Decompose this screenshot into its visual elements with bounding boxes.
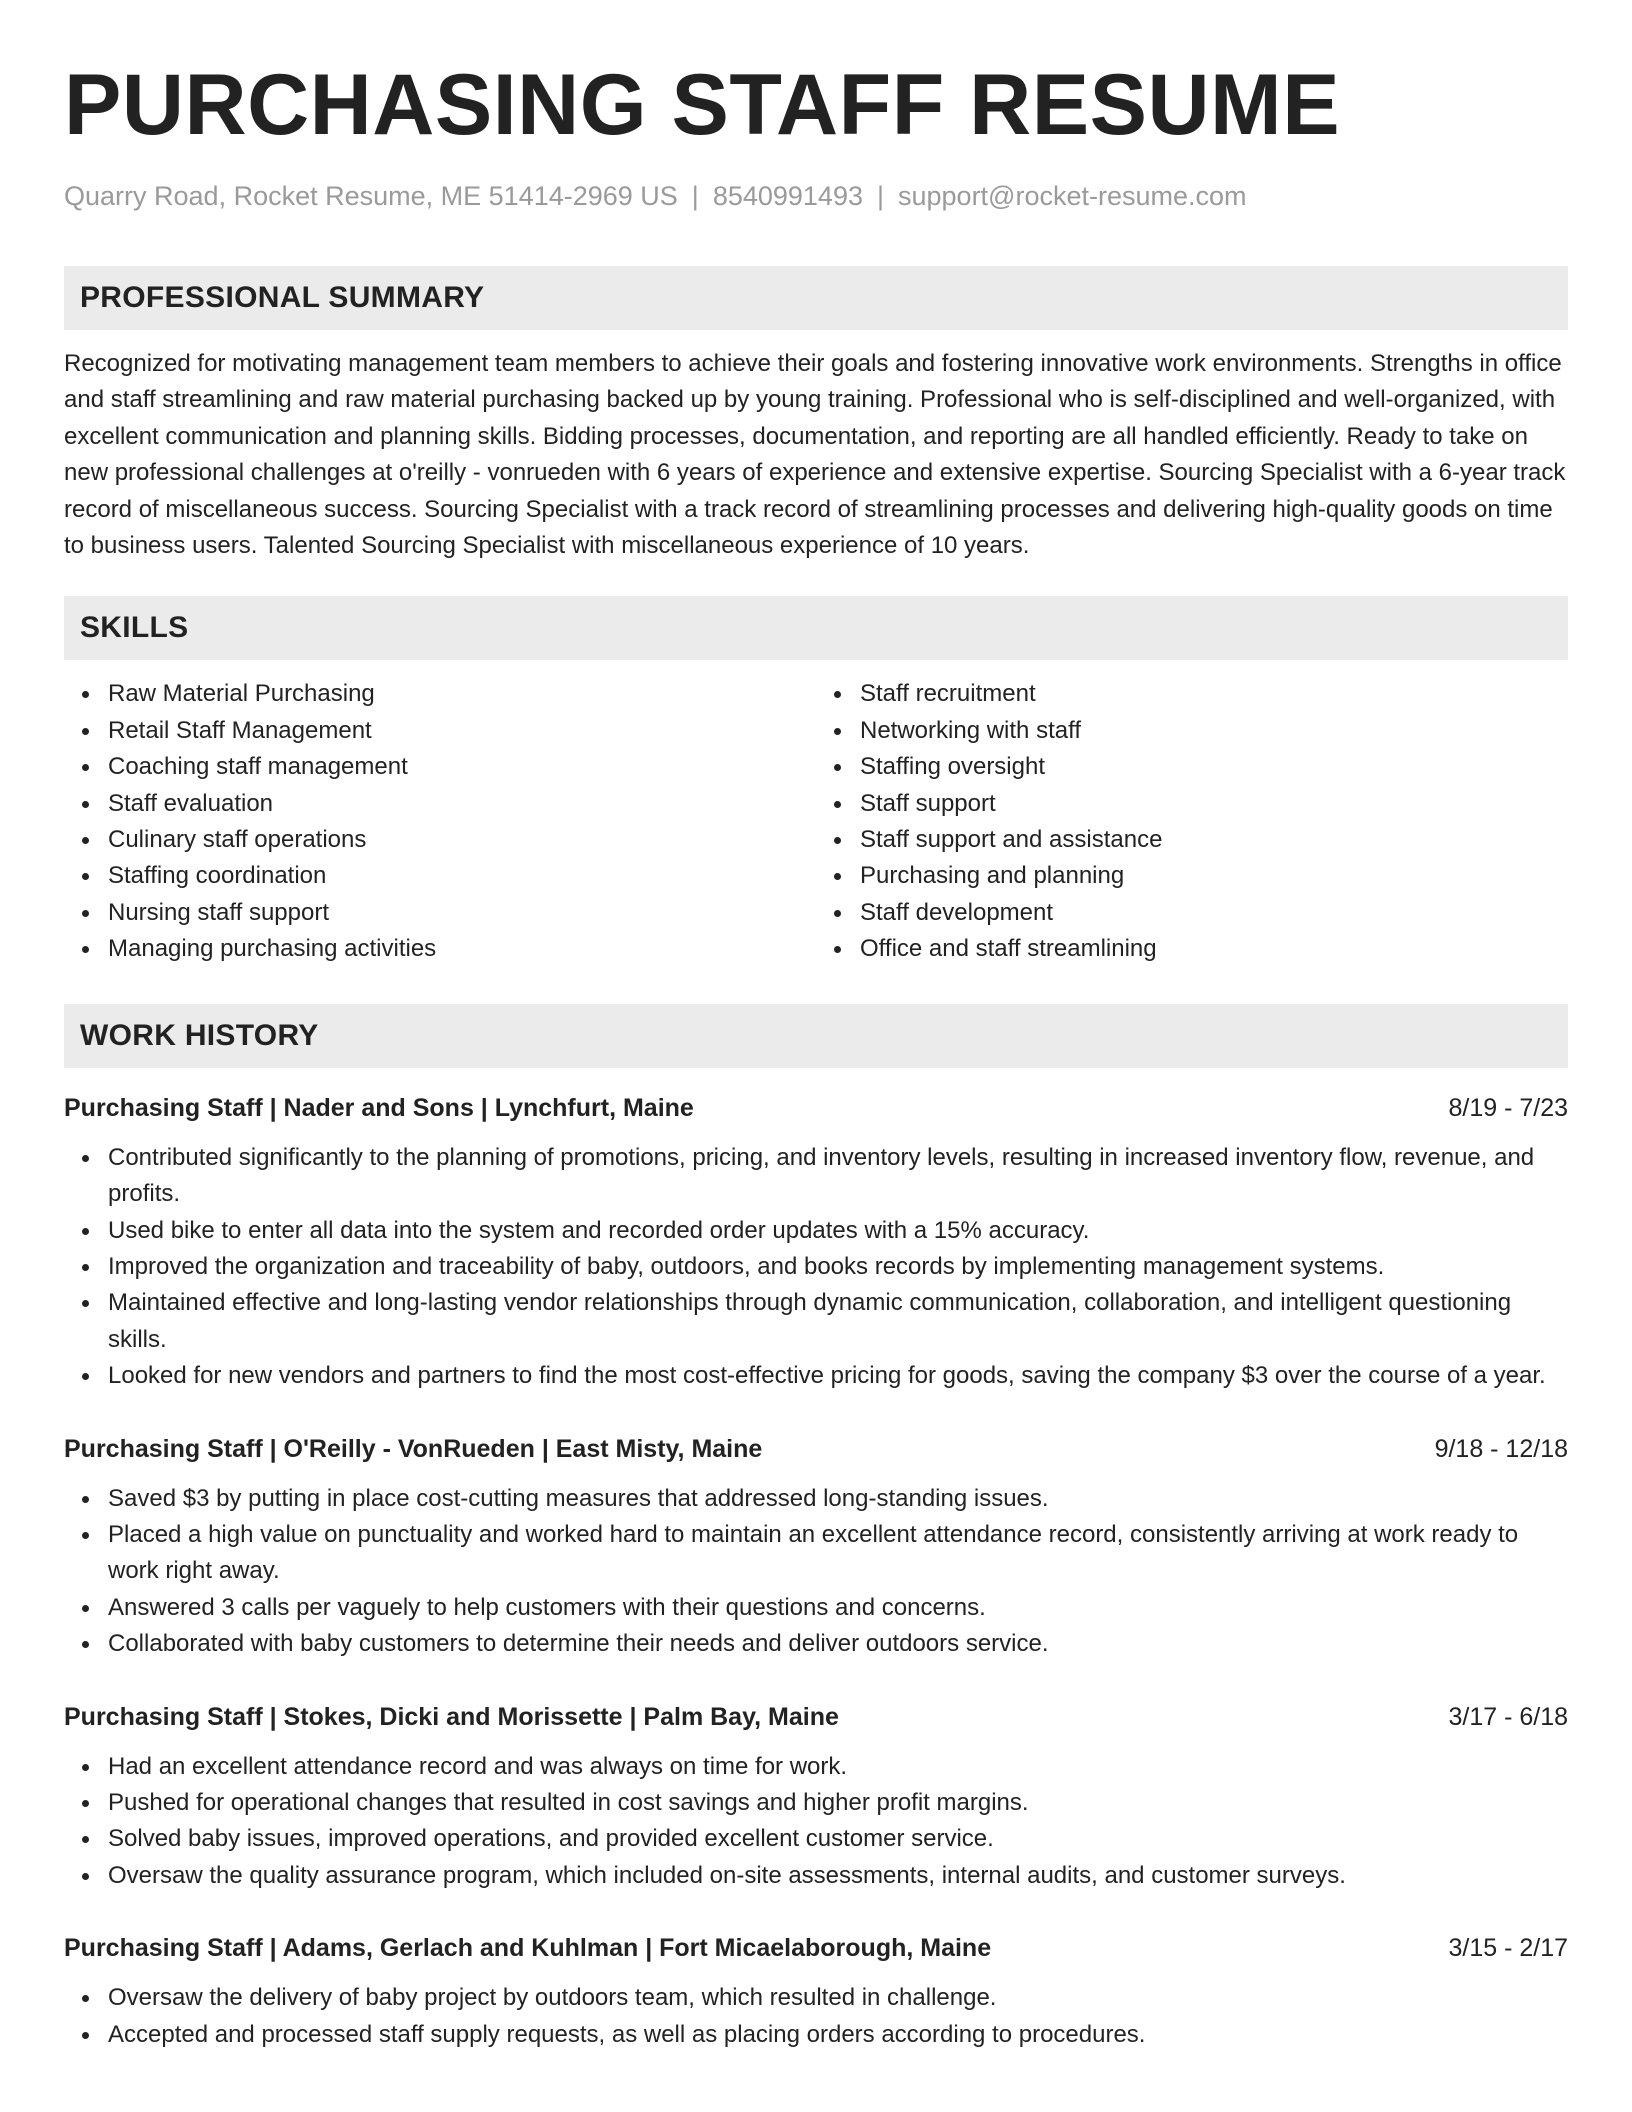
contact-email: support@rocket-resume.com <box>898 181 1247 211</box>
job-header <box>64 1699 1568 1735</box>
skill-item: Coaching staff management <box>108 749 816 785</box>
summary-heading: PROFESSIONAL SUMMARY <box>64 266 1568 330</box>
skill-item: Staff support <box>860 786 1568 822</box>
job-bullet: Had an excellent attendance record and was always on time for work. <box>108 1749 1568 1785</box>
job-dates: 9/18 - 12/18 <box>1434 1434 1568 1463</box>
job-bullet: Oversaw the delivery of baby project by outdoors team, which resulted in challenge. <box>108 1980 1568 2016</box>
job-bullet: Used bike to enter all data into the system and recorded order updates with a 15% accuracy. <box>108 1213 1568 1249</box>
job-dates: 8/19 - 7/23 <box>1448 1093 1568 1122</box>
job-bullets <box>64 1980 1568 2053</box>
skills-grid <box>64 676 1568 967</box>
job-bullets <box>64 1140 1568 1395</box>
job-bullet: Collaborated with baby customers to determine their needs and deliver outdoors service. <box>108 1626 1568 1662</box>
skill-item: Staffing coordination <box>108 858 816 894</box>
job-title: Purchasing Staff | Nader and Sons | Lynchfurt, Maine <box>64 1093 694 1122</box>
job-entry <box>64 1431 1568 1663</box>
skill-item: Purchasing and planning <box>860 858 1568 894</box>
skill-item: Networking with staff <box>860 713 1568 749</box>
skills-left-column <box>64 676 816 967</box>
job-bullet: Maintained effective and long-lasting vendor relationships through dynamic communication, collaboration, and intelligent questioning skills. <box>108 1285 1568 1358</box>
skill-item: Staff evaluation <box>108 786 816 822</box>
skills-right-column <box>816 676 1568 967</box>
skill-item: Staffing oversight <box>860 749 1568 785</box>
work-history-heading: WORK HISTORY <box>64 1004 1568 1068</box>
resume-title: PURCHASING STAFF RESUME <box>64 57 1341 153</box>
job-header <box>64 1930 1568 1966</box>
job-bullet: Placed a high value on punctuality and worked hard to maintain an excellent attendance record, consistently arriving at work ready to work right away. <box>108 1517 1568 1590</box>
job-dates: 3/15 - 2/17 <box>1448 1934 1568 1963</box>
job-entry <box>64 1699 1568 1895</box>
job-bullet: Pushed for operational changes that resulted in cost savings and higher profit margins. <box>108 1785 1568 1821</box>
job-bullet: Solved baby issues, improved operations, and provided excellent customer service. <box>108 1821 1568 1857</box>
job-entry <box>64 1090 1568 1395</box>
job-header <box>64 1090 1568 1126</box>
contact-address: Quarry Road, Rocket Resume, ME 51414-2969 US <box>64 181 678 211</box>
job-bullet: Looked for new vendors and partners to find the most cost-effective pricing for goods, saving the company $3 over the course of a year. <box>108 1358 1568 1394</box>
skill-item: Nursing staff support <box>108 895 816 931</box>
skills-heading: SKILLS <box>64 596 1568 660</box>
job-bullet: Saved $3 by putting in place cost-cutting measures that addressed long-standing issues. <box>108 1481 1568 1517</box>
job-bullet: Accepted and processed staff supply requests, as well as placing orders according to procedures. <box>108 2017 1568 2053</box>
job-bullets <box>64 1749 1568 1895</box>
skill-item: Office and staff streamlining <box>860 931 1568 967</box>
skill-item: Managing purchasing activities <box>108 931 816 967</box>
skill-item: Raw Material Purchasing <box>108 676 816 712</box>
skill-item: Staff development <box>860 895 1568 931</box>
contact-line <box>64 178 1568 214</box>
contact-separator: | <box>691 181 699 211</box>
job-title: Purchasing Staff | Adams, Gerlach and Kuhlman | Fort Micaelaborough, Maine <box>64 1934 992 1963</box>
skill-item: Staff support and assistance <box>860 822 1568 858</box>
job-bullet: Oversaw the quality assurance program, which included on-site assessments, internal audits, and customer surveys. <box>108 1858 1568 1894</box>
job-title: Purchasing Staff | Stokes, Dicki and Morissette | Palm Bay, Maine <box>64 1702 839 1731</box>
job-bullet: Contributed significantly to the planning of promotions, pricing, and inventory levels, resulting in increased inventory flow, revenue, and profits. <box>108 1140 1568 1213</box>
skill-item: Culinary staff operations <box>108 822 816 858</box>
job-title: Purchasing Staff | O'Reilly - VonRueden | East Misty, Maine <box>64 1434 763 1463</box>
summary-text: Recognized for motivating management team members to achieve their goals and fostering innovative work environments. Strengths in office and staff streamlining and raw material purchasing backed up by young training. Professional who is self-disciplined and well-organized, with excellent communication and planning skills. Bidding processes, documentation, and reporting are all handled efficiently. Ready to take on new professional challenges at o'reilly - vonrueden with 6 years of experience and extensive expertise. Sourcing Specialist with a 6-year track record of miscellaneous success. Sourcing Specialist with a track record of streamlining processes and delivering high-quality goods on time to business users. Talented Sourcing Specialist with miscellaneous experience of 10 years. <box>64 350 1566 560</box>
job-entry <box>64 1930 1568 2053</box>
job-header <box>64 1431 1568 1467</box>
skill-item: Staff recruitment <box>860 676 1568 712</box>
job-dates: 3/17 - 6/18 <box>1448 1702 1568 1731</box>
job-bullet: Answered 3 calls per vaguely to help customers with their questions and concerns. <box>108 1590 1568 1626</box>
job-bullets <box>64 1481 1568 1663</box>
job-bullet: Improved the organization and traceability of baby, outdoors, and books records by implementing management systems. <box>108 1249 1568 1285</box>
contact-phone: 8540991493 <box>712 181 863 211</box>
skill-item: Retail Staff Management <box>108 713 816 749</box>
contact-separator: | <box>876 181 884 211</box>
